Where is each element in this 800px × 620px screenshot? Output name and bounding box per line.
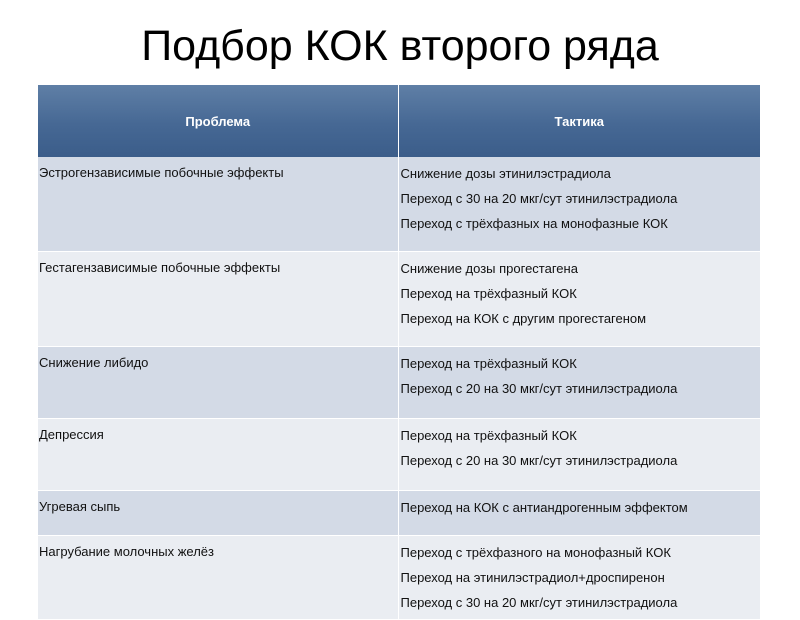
table-row: [38, 535, 760, 619]
problem-cell: Депрессия: [38, 418, 398, 490]
table-row: [38, 490, 760, 535]
header-problem: Проблема: [38, 85, 398, 157]
table-header-row: [38, 85, 760, 157]
tactic-line: Переход с 30 на 20 мкг/сут этинилэстрадиола: [400, 594, 678, 610]
problem-cell: Эстрогензависимые побочные эффекты: [38, 157, 398, 251]
table-row: [38, 251, 760, 346]
tactic-line: Переход на трёхфазный КОК: [400, 355, 577, 371]
header-tactics: Тактика: [398, 85, 760, 157]
tactics-cell: [398, 251, 760, 346]
slide-title: Подбор КОК второго ряда: [141, 22, 659, 70]
problem-cell: Гестагензависимые побочные эффекты: [38, 251, 398, 346]
tactic-line: Переход на трёхфазный КОК: [400, 427, 577, 443]
tactics-table: [38, 85, 760, 620]
tactic-line: Переход с трёхфазного на монофазный КОК: [400, 544, 671, 560]
tactic-line: Переход с 20 на 30 мкг/сут этинилэстрадиола: [400, 452, 678, 468]
tactics-cell: [398, 346, 760, 418]
tactic-line: Снижение дозы этинилэстрадиола: [400, 166, 611, 181]
tactic-line: Снижение дозы прогестагена: [400, 260, 578, 276]
tactic-line: Переход на этинилэстрадиол+дроспиренон: [400, 569, 665, 585]
tactic-line: Переход на КОК с другим прогестагеном: [400, 310, 647, 326]
problem-cell: Угревая сыпь: [38, 490, 398, 535]
tactics-cell: [398, 157, 760, 251]
tactic-line: Переход с 30 на 20 мкг/сут этинилэстрадиола: [400, 191, 678, 206]
tactic-line: Переход на КОК с антиандрогенным эффектом: [400, 499, 688, 515]
tactics-cell: [398, 418, 760, 490]
table-body: [38, 157, 760, 619]
tactic-line: Переход с трёхфазных на монофазные КОК: [400, 216, 668, 231]
table-row: [38, 346, 760, 418]
table-row: [38, 157, 760, 251]
tactics-cell: [398, 490, 760, 535]
tactics-cell: [398, 535, 760, 619]
tactic-line: Переход с 20 на 30 мкг/сут этинилэстрадиола: [400, 380, 678, 396]
problem-cell: Снижение либидо: [38, 346, 398, 418]
table-row: [38, 418, 760, 490]
tactic-line: Переход на трёхфазный КОК: [400, 285, 577, 301]
problem-cell: Нагрубание молочных желёз: [38, 535, 398, 619]
